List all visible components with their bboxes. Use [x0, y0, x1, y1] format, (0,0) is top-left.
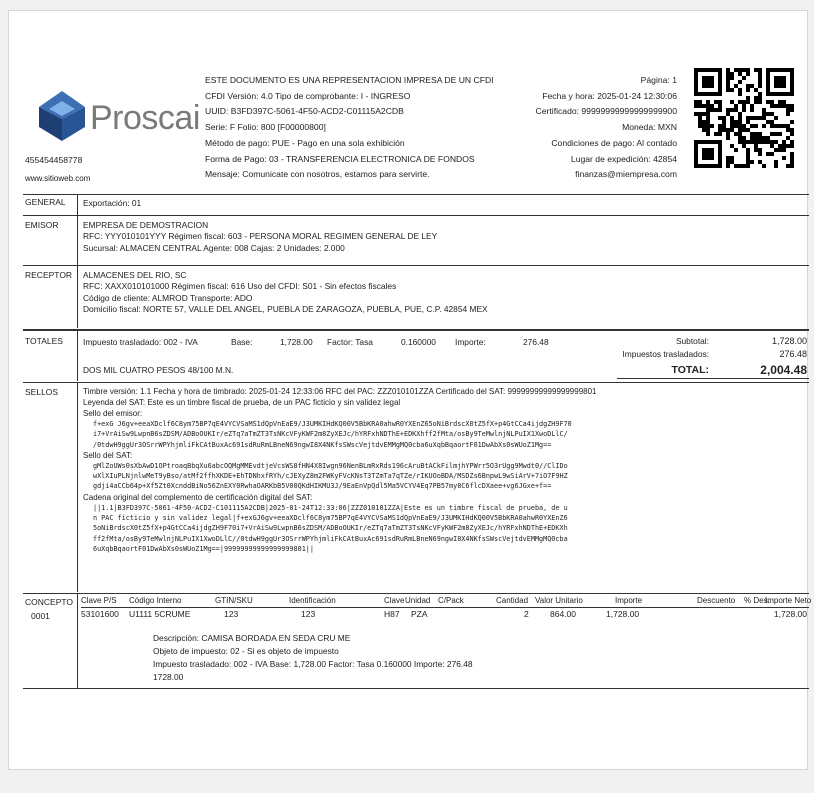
- total-label: TOTAL:: [671, 364, 709, 376]
- mensaje: Mensaje: Comunicate con nosotros, estamos para servirte.: [205, 169, 430, 180]
- section-sellos: [23, 382, 809, 592]
- section-emisor: [23, 215, 809, 265]
- uuid: UUID: B3FD397C-5061-4F50-ACD2-C01115A2CDB: [205, 106, 404, 117]
- col-codigo: Código Interno: [129, 596, 182, 605]
- qr-code: [694, 68, 794, 168]
- company-website: www.sitioweb.com: [25, 174, 91, 183]
- sat-legend: Leyenda del SAT: Este es un timbre fiscal de prueba, de un PAC ficticio y sin validez legal: [83, 398, 401, 407]
- concepto-label: CONCEPTO: [25, 597, 74, 607]
- cell-clave-ps: 53101600: [81, 609, 119, 619]
- metodo-pago: Método de pago: PUE - Pago en una sola exhibición: [205, 137, 405, 148]
- col-cpack: C/Pack: [438, 596, 464, 605]
- company-phone: 455454458778: [25, 155, 83, 165]
- cell-identificacion: 123: [301, 609, 316, 619]
- col-identificacion: Identificación: [289, 596, 336, 605]
- company-logo: [35, 87, 200, 147]
- currency: Moneda: MXN: [622, 122, 677, 133]
- doc-notice: ESTE DOCUMENTO ES UNA REPRESENTACION IMPRESA DE UN CFDI: [205, 75, 494, 85]
- cadena-line: 6uXqbBqaortF01DwAbXs0sWUoZ1Mg==|99999999999999999801||: [93, 544, 314, 553]
- receptor-domicilio: Domicilio fiscal: NORTE 57, VALLE DEL ANGEL, PUEBLA DE ZARAGOZA, PUEBLA, PUE, C.P. 42854 MEX: [83, 303, 488, 314]
- payment-conditions: Condiciones de pago: Al contado: [551, 137, 677, 148]
- item-amount: 1728.00: [153, 672, 184, 682]
- cell-cantidad: 2: [524, 609, 529, 619]
- sello-sat-line: gdji4aCCb64p+Xf5Zt0XcnddBiNo56ZnEXY0RwhaOARKbB5V00QKdHIKMU3J/9EaEnVpQdl5Ma5VCYV4Eq7PB57my8C6flcDXaee+vg6JGxe+f==: [93, 482, 552, 491]
- col-importe: Importe: [615, 596, 643, 605]
- col-gtin: GTIN/SKU: [215, 596, 253, 605]
- section-concepto: [23, 593, 812, 689]
- page-number: Página: 1: [640, 75, 677, 85]
- certificate: Certificado: 99999999999999999900: [535, 106, 677, 117]
- issue-date: Fecha y hora: 2025-01-24 12:30:06: [542, 90, 677, 101]
- sello-emisor-line: /0tdwH9ggUr3OSrrWPYhjmliFkCAtBuxAc691sdRuRmLBneN69ngwI8X4NKfsSWscVejtdvEMMgMQ0cba6uXqbBqaortF01DwAbXs0sWUoZ1Mg==: [93, 440, 552, 449]
- cadena-line: n PAC ficticio y sin validez legal|f+exGJ6gv+eeaXDclf6C8ym75BP7qE4VYCVSaMS1dQpVnEaE9/J3UMKIHdKQ00V5BbKRA0ahwR0YXEnZ6: [93, 514, 568, 523]
- serie-folio: Serie: F Folio: 800 [F00000800]: [205, 122, 326, 133]
- cell-clave: H87: [384, 609, 400, 619]
- emisor-name: EMPRESA DE DEMOSTRACION: [83, 220, 209, 230]
- cadena-line: ff2fMta/osBy9TeMwlnjNLPuIX1XwoDLlC//0tdwH9ggUr3OSrrWPYhjmliFkCAtBuxAc691sdRuRmLBneN69ngwI8X4NKfsSWscVejtdvEMMgMQ0cba: [93, 534, 568, 543]
- logo-wordmark: Proscai: [90, 99, 200, 137]
- sellos-label: SELLOS: [25, 387, 59, 397]
- forma-pago: Forma de Pago: 03 - TRANSFERENCIA ELECTRONICA DE FONDOS: [205, 153, 475, 164]
- sello-emisor-line: f+exG J6gv+eeaXDclf6C8ym75BP7qE4VYCVSaMS1dQpVnEaE9/J3UMKIHdKQ00V5BbKRA0ahwR0YXEnZ65oNiBrdscX0tZ5fX+p4GtCCa4ijdgZH9F70: [93, 420, 572, 428]
- receptor-rfc: RFC: XAXX010101000 Régimen fiscal: 616 Uso del CFDI: S01 - Sin efectos fiscales: [83, 281, 397, 292]
- importe-label: Importe:: [455, 337, 486, 347]
- taxes-value: 276.48: [779, 349, 807, 359]
- cfdi-version: CFDI Versión: 4.0 Tipo de comprobante: I - INGRESO: [205, 90, 411, 101]
- table-row: [81, 609, 809, 622]
- proscai-logo-icon: [35, 89, 89, 143]
- sello-sat-label: Sello del SAT:: [83, 450, 133, 460]
- concepto-number: 0001: [31, 611, 50, 621]
- receptor-label: RECEPTOR: [25, 270, 73, 280]
- col-unidad: Unidad: [405, 596, 431, 605]
- emisor-rfc: RFC: YYY010101YYY Régimen fiscal: 603 - PERSONA MORAL REGIMEN GENERAL DE LEY: [83, 231, 438, 242]
- factor-label: Factor: Tasa: [327, 337, 373, 347]
- col-valor-unitario: Valor Unitario: [535, 596, 583, 605]
- cell-gtin: 123: [224, 609, 239, 619]
- cadena-line: 5oNiBrdscX0tZ5fX+p4GtCCa4ijdgZH9F70i7+VrAiSw9LwpnB6sZDSM/ADBoOUKIr/eZTq7aTmZT3TsNKcVFyKWF2m8ZyXEJc/hYRFxhNDThE+EDKXh: [93, 524, 568, 533]
- section-totales: [23, 329, 809, 381]
- col-clave: Clave: [384, 596, 405, 605]
- col-pct-des: % Des.: [744, 596, 770, 605]
- col-cantidad: Cantidad: [496, 596, 529, 605]
- subtotal-value: 1,728.00: [771, 336, 807, 346]
- subtotal-label: Subtotal:: [675, 336, 709, 346]
- base-label: Base:: [231, 337, 253, 347]
- item-tax-object: Objeto de impuesto: 02 - Si es objeto de impuesto: [153, 646, 339, 656]
- sello-sat-line: wXlXIuPLNjnlwMeT9yBso/atMf2ffhXKDE+EhTDNhxfRYh/cJEXyZ8m2FWKyFVcKNsT3TZmTa7qTZe/rIKUOoBDA/MSDZs6BnpwL9wSiArV+7iO7F9HZ: [93, 472, 568, 481]
- section-general: [23, 194, 809, 215]
- section-receptor: [23, 265, 809, 328]
- col-descuento: Descuento: [697, 596, 736, 605]
- header-right-block: [536, 73, 677, 183]
- importe-value: 276.48: [523, 337, 549, 347]
- concepto-table-header: [81, 594, 812, 608]
- invoice-page: [8, 10, 812, 770]
- item-description: Descripción: CAMISA BORDADA EN SEDA CRU ME: [153, 633, 351, 643]
- receptor-cliente: Código de cliente: ALMROD Transporte: ADO: [83, 292, 253, 303]
- cell-unidad: PZA: [411, 609, 428, 619]
- cell-valor-unitario: 864.00: [550, 609, 576, 619]
- timbre-info: Timbre versión: 1.1 Fecha y hora de timbrado: 2025-01-24 12:33:06 RFC del PAC: ZZZ010101ZZA Certificado del SAT: 99999999999999999801: [83, 387, 597, 396]
- sello-emisor-label: Sello del emisor:: [83, 409, 143, 418]
- cadena-line: ||1.1|B3FD397C-5061-4F50-ACD2-C101115A2CDB|2025-01-24T12:33:06|ZZZ010101ZZA|Este es un timbre fiscal de prueba, de u: [93, 503, 568, 512]
- col-importe-neto: Importe Neto: [765, 596, 812, 605]
- tax-type: Impuesto trasladado: 002 - IVA: [83, 337, 198, 347]
- emisor-sucursal: Sucursal: ALMACEN CENTRAL Agente: 008 Cajas: 2 Unidades: 2.000: [83, 242, 345, 253]
- exportacion: Exportación: 01: [83, 198, 142, 208]
- company-email: finanzas@miempresa.com: [575, 169, 677, 180]
- emisor-label: EMISOR: [25, 220, 59, 230]
- general-label: GENERAL: [25, 197, 66, 207]
- totales-label: TOTALES: [25, 336, 63, 346]
- cadena-label: Cadena original del complemento de certificación digital del SAT:: [83, 492, 313, 502]
- sello-sat-line: gMlZoUWs0sXbAwD1OPtroaqBbqXu6abcOQMgMMEvdtjeVcsWS8fHN4X8Iwgn96NenBLmRxRds196cAruBtACkFilmjhYPWrr5O3rUgg9Mwdt0//ClIDo: [93, 461, 568, 470]
- sello-emisor-line: i7+VrAiSw9LwpnB6sZDSM/ADBoOUKIr/eZTq7aTmZT3TsNKcVFyKWF2m8ZyXEJc/hYRFxhNDThE+EDKXhff2fMta/osBy9TeMwlnjNLPuIX1XwoDLlC/: [93, 430, 568, 439]
- cell-importe: 1,728.00: [606, 609, 640, 619]
- cell-codigo: U1111 5CRUME: [129, 609, 191, 619]
- taxes-label: Impuestos trasladados:: [622, 349, 709, 359]
- cell-importe-neto: 1,728.00: [773, 609, 807, 619]
- receptor-name: ALMACENES DEL RIO, SC: [83, 270, 187, 280]
- amount-in-words: DOS MIL CUATRO PESOS 48/100 M.N.: [83, 365, 234, 375]
- header-info-block: [205, 73, 494, 183]
- tasa-value: 0.160000: [401, 337, 436, 347]
- item-tax-detail: Impuesto trasladado: 002 - IVA Base: 1,728.00 Factor: Tasa 0.160000 Importe: 276.48: [153, 659, 473, 669]
- total-value: 2,004.48: [760, 363, 807, 377]
- col-clave-ps: Clave P/S: [81, 596, 117, 605]
- base-value: 1,728.00: [280, 337, 313, 347]
- expedition-place: Lugar de expedición: 42854: [570, 153, 677, 164]
